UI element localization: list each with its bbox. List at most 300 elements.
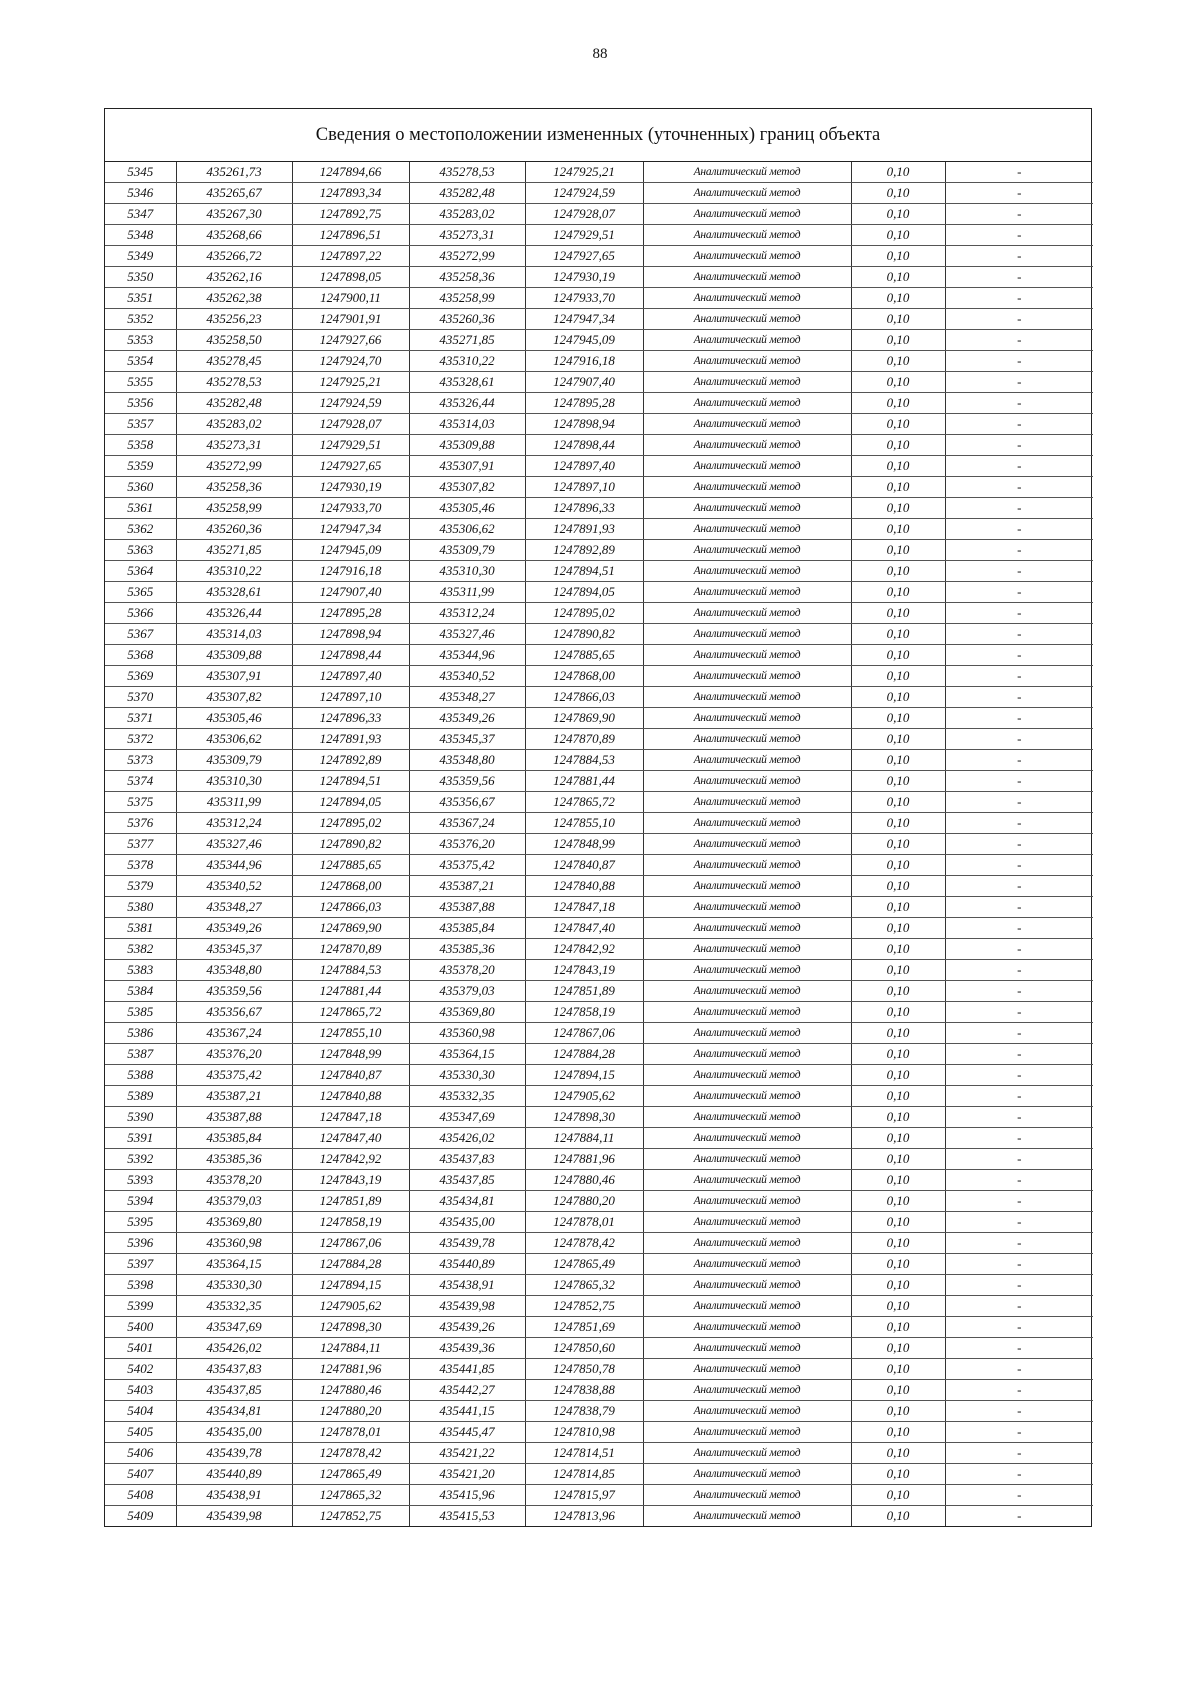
accuracy-cell: 0,10 bbox=[851, 939, 945, 960]
x-new-cell: 435278,53 bbox=[409, 162, 525, 183]
point-number-cell: 5371 bbox=[105, 708, 176, 729]
point-number-cell: 5396 bbox=[105, 1233, 176, 1254]
note-cell: - bbox=[945, 1317, 1093, 1338]
accuracy-cell: 0,10 bbox=[851, 666, 945, 687]
accuracy-cell: 0,10 bbox=[851, 1443, 945, 1464]
note-cell: - bbox=[945, 288, 1093, 309]
table-row bbox=[105, 1485, 1093, 1506]
table-row bbox=[105, 1464, 1093, 1485]
x-new-cell: 435437,85 bbox=[409, 1170, 525, 1191]
y-old-cell: 1247878,42 bbox=[292, 1443, 409, 1464]
point-number-cell: 5347 bbox=[105, 204, 176, 225]
accuracy-cell: 0,10 bbox=[851, 1296, 945, 1317]
x-old-cell: 435437,83 bbox=[176, 1359, 292, 1380]
x-old-cell: 435278,45 bbox=[176, 351, 292, 372]
method-cell: Аналитический метод bbox=[643, 666, 851, 687]
method-cell: Аналитический метод bbox=[643, 1254, 851, 1275]
y-new-cell: 1247814,85 bbox=[525, 1464, 643, 1485]
x-old-cell: 435364,15 bbox=[176, 1254, 292, 1275]
y-old-cell: 1247840,87 bbox=[292, 1065, 409, 1086]
x-old-cell: 435309,88 bbox=[176, 645, 292, 666]
y-new-cell: 1247814,51 bbox=[525, 1443, 643, 1464]
y-old-cell: 1247884,11 bbox=[292, 1338, 409, 1359]
table-row bbox=[105, 981, 1093, 1002]
x-new-cell: 435440,89 bbox=[409, 1254, 525, 1275]
y-new-cell: 1247869,90 bbox=[525, 708, 643, 729]
y-new-cell: 1247815,97 bbox=[525, 1485, 643, 1506]
point-number-cell: 5394 bbox=[105, 1191, 176, 1212]
y-new-cell: 1247881,96 bbox=[525, 1149, 643, 1170]
accuracy-cell: 0,10 bbox=[851, 477, 945, 498]
y-old-cell: 1247895,28 bbox=[292, 603, 409, 624]
x-new-cell: 435364,15 bbox=[409, 1044, 525, 1065]
x-old-cell: 435306,62 bbox=[176, 729, 292, 750]
table-row bbox=[105, 603, 1093, 624]
y-old-cell: 1247865,49 bbox=[292, 1464, 409, 1485]
accuracy-cell: 0,10 bbox=[851, 897, 945, 918]
note-cell: - bbox=[1017, 1508, 1022, 1523]
method-cell: Аналитический метод bbox=[643, 477, 851, 498]
table-row bbox=[105, 1275, 1093, 1296]
point-number-cell: 5391 bbox=[105, 1128, 176, 1149]
y-new-cell: 1247851,69 bbox=[525, 1317, 643, 1338]
y-old-cell: 1247897,10 bbox=[292, 687, 409, 708]
y-new-cell: 1247895,02 bbox=[525, 603, 643, 624]
note-cell: - bbox=[945, 750, 1093, 771]
method-cell: Аналитический метод bbox=[643, 1506, 851, 1527]
accuracy-cell: 0,10 bbox=[851, 1359, 945, 1380]
method-cell: Аналитический метод bbox=[643, 813, 851, 834]
note-cell: - bbox=[945, 1422, 1093, 1443]
point-number-cell: 5346 bbox=[105, 183, 176, 204]
x-old-cell: 435311,99 bbox=[176, 792, 292, 813]
x-new-cell: 435258,99 bbox=[409, 288, 525, 309]
point-number-cell: 5383 bbox=[105, 960, 176, 981]
accuracy-cell: 0,10 bbox=[851, 372, 945, 393]
point-number-cell: 5398 bbox=[105, 1275, 176, 1296]
y-old-cell: 1247905,62 bbox=[292, 1296, 409, 1317]
note-cell: - bbox=[945, 1044, 1093, 1065]
note-cell: - bbox=[945, 897, 1093, 918]
table-row bbox=[105, 225, 1093, 246]
point-number-cell: 5403 bbox=[105, 1380, 176, 1401]
y-old-cell: 1247878,01 bbox=[292, 1422, 409, 1443]
point-number-cell: 5362 bbox=[105, 519, 176, 540]
y-new-cell: 1247810,98 bbox=[525, 1422, 643, 1443]
accuracy-cell: 0,10 bbox=[851, 498, 945, 519]
point-number-cell: 5384 bbox=[105, 981, 176, 1002]
table-row bbox=[105, 498, 1093, 519]
y-old-cell: 1247894,51 bbox=[292, 771, 409, 792]
y-new-cell: 1247852,75 bbox=[525, 1296, 643, 1317]
y-new-cell: 1247813,96 bbox=[525, 1506, 643, 1527]
table-row bbox=[105, 666, 1093, 687]
method-cell: Аналитический метод bbox=[643, 687, 851, 708]
y-old-cell: 1247892,75 bbox=[292, 204, 409, 225]
y-new-cell: 1247840,87 bbox=[525, 855, 643, 876]
table-row bbox=[105, 771, 1093, 792]
y-old-cell: 1247898,44 bbox=[292, 645, 409, 666]
x-new-cell: 435307,91 bbox=[409, 456, 525, 477]
y-old-cell: 1247945,09 bbox=[292, 540, 409, 561]
y-old-cell: 1247907,40 bbox=[292, 582, 409, 603]
accuracy-cell: 0,10 bbox=[851, 246, 945, 267]
method-cell: Аналитический метод bbox=[643, 330, 851, 351]
table-row bbox=[105, 246, 1093, 267]
point-number-cell: 5350 bbox=[105, 267, 176, 288]
x-old-cell: 435258,50 bbox=[176, 330, 292, 351]
accuracy-cell: 0,10 bbox=[851, 729, 945, 750]
table-row bbox=[105, 1380, 1093, 1401]
point-number-cell: 5361 bbox=[105, 498, 176, 519]
table-row bbox=[105, 582, 1093, 603]
y-new-cell: 1247858,19 bbox=[525, 1002, 643, 1023]
x-new-cell: 435345,37 bbox=[409, 729, 525, 750]
table-row bbox=[105, 1338, 1093, 1359]
accuracy-cell: 0,10 bbox=[851, 204, 945, 225]
table-row bbox=[105, 813, 1093, 834]
method-cell: Аналитический метод bbox=[643, 960, 851, 981]
accuracy-cell: 0,10 bbox=[851, 1212, 945, 1233]
method-cell: Аналитический метод bbox=[643, 1275, 851, 1296]
table-row bbox=[105, 1317, 1093, 1338]
x-new-cell: 435272,99 bbox=[409, 246, 525, 267]
y-new-cell: 1247878,01 bbox=[525, 1212, 643, 1233]
point-number-cell: 5404 bbox=[105, 1401, 176, 1422]
accuracy-cell: 0,10 bbox=[851, 582, 945, 603]
y-new-cell: 1247847,18 bbox=[525, 897, 643, 918]
table-row bbox=[105, 351, 1093, 372]
x-new-cell: 435435,00 bbox=[409, 1212, 525, 1233]
table-row bbox=[105, 708, 1093, 729]
accuracy-cell: 0,10 bbox=[851, 1254, 945, 1275]
x-old-cell: 435369,80 bbox=[176, 1212, 292, 1233]
method-cell: Аналитический метод bbox=[643, 771, 851, 792]
note-cell: - bbox=[945, 393, 1093, 414]
method-cell: Аналитический метод bbox=[643, 1065, 851, 1086]
method-cell: Аналитический метод bbox=[643, 582, 851, 603]
table-row bbox=[105, 519, 1093, 540]
accuracy-cell: 0,10 bbox=[851, 1086, 945, 1107]
x-new-cell: 435441,85 bbox=[409, 1359, 525, 1380]
note-cell: - bbox=[945, 918, 1093, 939]
method-cell: Аналитический метод bbox=[643, 897, 851, 918]
y-new-cell: 1247851,89 bbox=[525, 981, 643, 1002]
x-new-cell: 435387,88 bbox=[409, 897, 525, 918]
y-old-cell: 1247927,65 bbox=[292, 456, 409, 477]
x-new-cell: 435344,96 bbox=[409, 645, 525, 666]
y-new-cell: 1247892,89 bbox=[525, 540, 643, 561]
method-cell: Аналитический метод bbox=[643, 834, 851, 855]
table-row bbox=[105, 1044, 1093, 1065]
x-new-cell: 435260,36 bbox=[409, 309, 525, 330]
method-cell: Аналитический метод bbox=[643, 1002, 851, 1023]
y-new-cell: 1247897,40 bbox=[525, 456, 643, 477]
x-old-cell: 435378,20 bbox=[176, 1170, 292, 1191]
point-number-cell: 5392 bbox=[105, 1149, 176, 1170]
point-number-cell: 5379 bbox=[105, 876, 176, 897]
accuracy-cell: 0,10 bbox=[851, 1275, 945, 1296]
table-row bbox=[105, 1065, 1093, 1086]
point-number-cell: 5360 bbox=[105, 477, 176, 498]
point-number-cell: 5351 bbox=[105, 288, 176, 309]
x-old-cell: 435387,88 bbox=[176, 1107, 292, 1128]
x-old-cell: 435439,98 bbox=[176, 1506, 292, 1527]
x-new-cell: 435438,91 bbox=[409, 1275, 525, 1296]
point-number-cell: 5345 bbox=[105, 162, 176, 183]
x-new-cell: 435442,27 bbox=[409, 1380, 525, 1401]
y-old-cell: 1247867,06 bbox=[292, 1233, 409, 1254]
y-old-cell: 1247894,66 bbox=[292, 162, 409, 183]
x-old-cell: 435273,31 bbox=[176, 435, 292, 456]
y-old-cell: 1247898,30 bbox=[292, 1317, 409, 1338]
x-new-cell: 435415,96 bbox=[409, 1485, 525, 1506]
x-old-cell: 435261,73 bbox=[176, 162, 292, 183]
y-new-cell: 1247894,05 bbox=[525, 582, 643, 603]
note-cell: - bbox=[945, 1233, 1093, 1254]
note-cell: - bbox=[945, 246, 1093, 267]
y-new-cell: 1247890,82 bbox=[525, 624, 643, 645]
y-old-cell: 1247847,40 bbox=[292, 1128, 409, 1149]
x-new-cell: 435327,46 bbox=[409, 624, 525, 645]
x-new-cell: 435348,27 bbox=[409, 687, 525, 708]
y-new-cell: 1247945,09 bbox=[525, 330, 643, 351]
page-number: 88 bbox=[592, 46, 608, 62]
y-old-cell: 1247870,89 bbox=[292, 939, 409, 960]
point-number-cell: 5402 bbox=[105, 1359, 176, 1380]
table-row bbox=[105, 393, 1093, 414]
x-new-cell: 435375,42 bbox=[409, 855, 525, 876]
x-new-cell: 435340,52 bbox=[409, 666, 525, 687]
x-new-cell: 435283,02 bbox=[409, 204, 525, 225]
x-old-cell: 435265,67 bbox=[176, 183, 292, 204]
accuracy-cell: 0,10 bbox=[851, 456, 945, 477]
x-old-cell: 435305,46 bbox=[176, 708, 292, 729]
y-new-cell: 1247928,07 bbox=[525, 204, 643, 225]
note-cell: - bbox=[945, 1485, 1093, 1506]
x-old-cell: 435328,61 bbox=[176, 582, 292, 603]
x-new-cell: 435359,56 bbox=[409, 771, 525, 792]
method-cell: Аналитический метод bbox=[643, 372, 851, 393]
y-old-cell: 1247858,19 bbox=[292, 1212, 409, 1233]
x-old-cell: 435345,37 bbox=[176, 939, 292, 960]
method-cell: Аналитический метод bbox=[643, 1233, 851, 1254]
accuracy-cell: 0,10 bbox=[851, 1233, 945, 1254]
method-cell: Аналитический метод bbox=[643, 1128, 851, 1149]
y-old-cell: 1247897,40 bbox=[292, 666, 409, 687]
y-old-cell: 1247927,66 bbox=[292, 330, 409, 351]
x-old-cell: 435256,23 bbox=[176, 309, 292, 330]
method-cell: Аналитический метод bbox=[643, 1044, 851, 1065]
y-old-cell: 1247865,32 bbox=[292, 1485, 409, 1506]
x-old-cell: 435327,46 bbox=[176, 834, 292, 855]
y-old-cell: 1247929,51 bbox=[292, 435, 409, 456]
note-cell: - bbox=[945, 981, 1093, 1002]
x-old-cell: 435379,03 bbox=[176, 1191, 292, 1212]
x-old-cell: 435359,56 bbox=[176, 981, 292, 1002]
y-old-cell: 1247865,72 bbox=[292, 1002, 409, 1023]
method-cell: Аналитический метод bbox=[643, 918, 851, 939]
point-number-cell: 5368 bbox=[105, 645, 176, 666]
y-old-cell: 1247896,51 bbox=[292, 225, 409, 246]
y-new-cell: 1247947,34 bbox=[525, 309, 643, 330]
accuracy-cell: 0,10 bbox=[851, 1422, 945, 1443]
y-old-cell: 1247842,92 bbox=[292, 1149, 409, 1170]
x-old-cell: 435340,52 bbox=[176, 876, 292, 897]
note-cell: - bbox=[945, 351, 1093, 372]
table-row bbox=[105, 624, 1093, 645]
x-old-cell: 435260,36 bbox=[176, 519, 292, 540]
note-cell: - bbox=[945, 225, 1093, 246]
table-row bbox=[105, 1443, 1093, 1464]
x-new-cell: 435307,82 bbox=[409, 477, 525, 498]
table-row bbox=[105, 687, 1093, 708]
accuracy-cell: 0,10 bbox=[851, 624, 945, 645]
accuracy-cell: 0,10 bbox=[851, 1485, 945, 1506]
point-number-cell: 5348 bbox=[105, 225, 176, 246]
point-number-cell: 5408 bbox=[105, 1485, 176, 1506]
x-new-cell: 435445,47 bbox=[409, 1422, 525, 1443]
note-cell: - bbox=[945, 372, 1093, 393]
x-old-cell: 435326,44 bbox=[176, 603, 292, 624]
note-cell: - bbox=[945, 1002, 1093, 1023]
note-cell: - bbox=[945, 855, 1093, 876]
table-row bbox=[105, 834, 1093, 855]
accuracy-cell: 0,10 bbox=[851, 351, 945, 372]
point-number-cell: 5354 bbox=[105, 351, 176, 372]
y-old-cell: 1247881,96 bbox=[292, 1359, 409, 1380]
point-number-cell: 5375 bbox=[105, 792, 176, 813]
x-new-cell: 435332,35 bbox=[409, 1086, 525, 1107]
method-cell: Аналитический метод bbox=[643, 1338, 851, 1359]
y-old-cell: 1247896,33 bbox=[292, 708, 409, 729]
note-cell: - bbox=[945, 1023, 1093, 1044]
x-old-cell: 435278,53 bbox=[176, 372, 292, 393]
x-old-cell: 435375,42 bbox=[176, 1065, 292, 1086]
method-cell: Аналитический метод bbox=[643, 393, 851, 414]
note-cell: - bbox=[945, 1443, 1093, 1464]
y-new-cell: 1247898,30 bbox=[525, 1107, 643, 1128]
x-new-cell: 435306,62 bbox=[409, 519, 525, 540]
method-cell: Аналитический метод bbox=[643, 981, 851, 1002]
note-cell: - bbox=[945, 792, 1093, 813]
y-new-cell: 1247868,00 bbox=[525, 666, 643, 687]
y-old-cell: 1247895,02 bbox=[292, 813, 409, 834]
x-new-cell: 435326,44 bbox=[409, 393, 525, 414]
point-number-cell: 5387 bbox=[105, 1044, 176, 1065]
y-new-cell: 1247840,88 bbox=[525, 876, 643, 897]
accuracy-cell: 0,10 bbox=[851, 1002, 945, 1023]
x-old-cell: 435282,48 bbox=[176, 393, 292, 414]
table-row bbox=[105, 1233, 1093, 1254]
note-cell: - bbox=[945, 414, 1093, 435]
y-old-cell: 1247840,88 bbox=[292, 1086, 409, 1107]
method-cell: Аналитический метод bbox=[643, 1149, 851, 1170]
table-row bbox=[105, 1002, 1093, 1023]
method-cell: Аналитический метод bbox=[643, 414, 851, 435]
point-number-cell: 5366 bbox=[105, 603, 176, 624]
x-new-cell: 435439,78 bbox=[409, 1233, 525, 1254]
table-row bbox=[105, 1149, 1093, 1170]
point-number-cell: 5399 bbox=[105, 1296, 176, 1317]
table-row bbox=[105, 1128, 1093, 1149]
x-old-cell: 435266,72 bbox=[176, 246, 292, 267]
x-old-cell: 435267,30 bbox=[176, 204, 292, 225]
point-number-cell: 5378 bbox=[105, 855, 176, 876]
x-old-cell: 435356,67 bbox=[176, 1002, 292, 1023]
note-cell: - bbox=[945, 708, 1093, 729]
x-new-cell: 435271,85 bbox=[409, 330, 525, 351]
y-old-cell: 1247894,05 bbox=[292, 792, 409, 813]
note-cell: - bbox=[945, 1107, 1093, 1128]
x-new-cell: 435369,80 bbox=[409, 1002, 525, 1023]
method-cell: Аналитический метод bbox=[643, 939, 851, 960]
point-number-cell: 5407 bbox=[105, 1464, 176, 1485]
method-cell: Аналитический метод bbox=[643, 309, 851, 330]
method-cell: Аналитический метод bbox=[643, 561, 851, 582]
method-cell: Аналитический метод bbox=[643, 624, 851, 645]
y-new-cell: 1247907,40 bbox=[525, 372, 643, 393]
x-new-cell: 435379,03 bbox=[409, 981, 525, 1002]
method-cell: Аналитический метод bbox=[643, 1212, 851, 1233]
point-number-cell: 5386 bbox=[105, 1023, 176, 1044]
x-old-cell: 435262,38 bbox=[176, 288, 292, 309]
method-cell: Аналитический метод bbox=[643, 1485, 851, 1506]
x-old-cell: 435258,36 bbox=[176, 477, 292, 498]
x-old-cell: 435272,99 bbox=[176, 456, 292, 477]
y-new-cell: 1247897,10 bbox=[525, 477, 643, 498]
accuracy-cell: 0,10 bbox=[851, 876, 945, 897]
y-new-cell: 1247865,49 bbox=[525, 1254, 643, 1275]
point-number-cell: 5355 bbox=[105, 372, 176, 393]
x-new-cell: 435426,02 bbox=[409, 1128, 525, 1149]
x-new-cell: 435421,20 bbox=[409, 1464, 525, 1485]
method-cell: Аналитический метод bbox=[643, 876, 851, 897]
accuracy-cell: 0,10 bbox=[851, 393, 945, 414]
x-old-cell: 435387,21 bbox=[176, 1086, 292, 1107]
note-cell: - bbox=[945, 666, 1093, 687]
point-number-cell: 5377 bbox=[105, 834, 176, 855]
method-cell: Аналитический метод bbox=[643, 456, 851, 477]
note-cell: - bbox=[945, 834, 1093, 855]
x-new-cell: 435387,21 bbox=[409, 876, 525, 897]
x-new-cell: 435310,30 bbox=[409, 561, 525, 582]
y-old-cell: 1247880,20 bbox=[292, 1401, 409, 1422]
method-cell: Аналитический метод bbox=[643, 603, 851, 624]
y-new-cell: 1247838,79 bbox=[525, 1401, 643, 1422]
method-cell: Аналитический метод bbox=[643, 1464, 851, 1485]
point-number-cell: 5388 bbox=[105, 1065, 176, 1086]
point-number-cell: 5409 bbox=[105, 1506, 176, 1527]
y-new-cell: 1247880,20 bbox=[525, 1191, 643, 1212]
point-number-cell: 5374 bbox=[105, 771, 176, 792]
x-new-cell: 435441,15 bbox=[409, 1401, 525, 1422]
table-row bbox=[105, 477, 1093, 498]
table-row bbox=[105, 918, 1093, 939]
y-new-cell: 1247865,32 bbox=[525, 1275, 643, 1296]
x-old-cell: 435435,00 bbox=[176, 1422, 292, 1443]
point-number-cell: 5376 bbox=[105, 813, 176, 834]
x-old-cell: 435309,79 bbox=[176, 750, 292, 771]
y-old-cell: 1247947,34 bbox=[292, 519, 409, 540]
accuracy-cell: 0,10 bbox=[851, 792, 945, 813]
point-number-cell: 5372 bbox=[105, 729, 176, 750]
accuracy-cell: 0,10 bbox=[851, 561, 945, 582]
y-old-cell: 1247928,07 bbox=[292, 414, 409, 435]
y-old-cell: 1247868,00 bbox=[292, 876, 409, 897]
table-row bbox=[105, 414, 1093, 435]
y-old-cell: 1247901,91 bbox=[292, 309, 409, 330]
